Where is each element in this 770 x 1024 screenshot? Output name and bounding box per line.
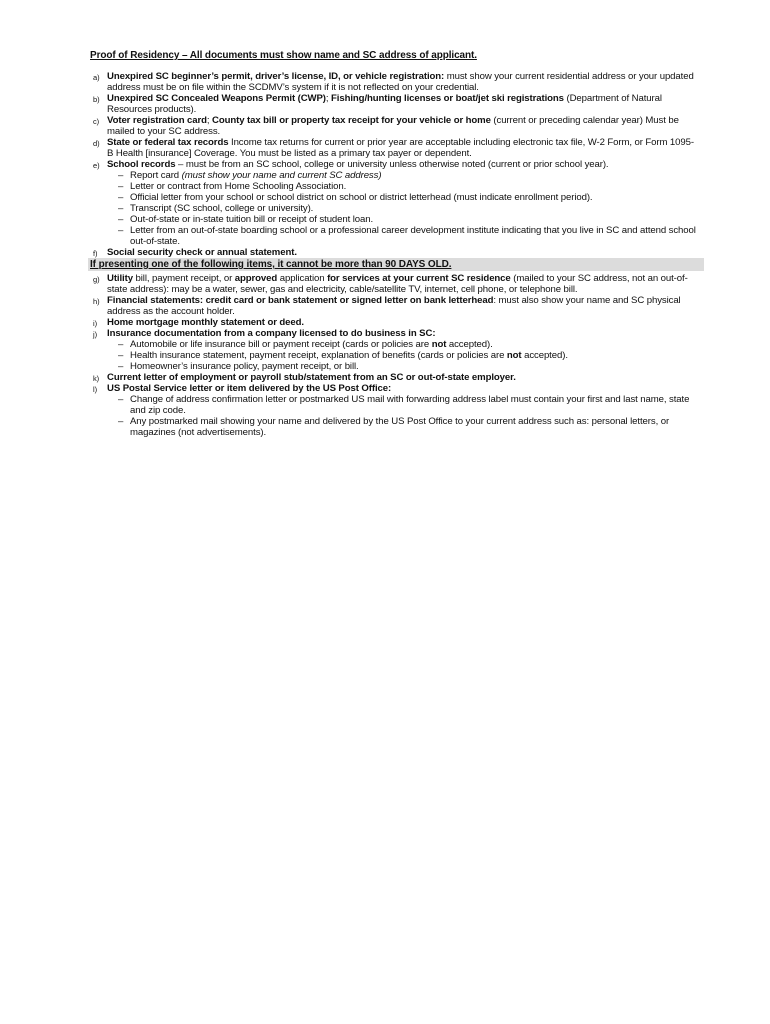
item-text: : must also show your name and SC physical address as the account holder.	[107, 295, 681, 317]
subitem-emphasis: not	[431, 339, 447, 350]
dash-bullet: –	[118, 361, 124, 372]
dash-bullet: –	[118, 350, 124, 361]
item-heading: Voter registration card	[107, 115, 207, 126]
dash-bullet: –	[118, 192, 124, 203]
item-label: k)	[93, 374, 100, 383]
subitem-text: Official letter from your school or school district on school or district letterhead (must indicate enrollment period).	[130, 192, 593, 203]
item-text: bill, payment receipt, or	[132, 273, 235, 284]
item-label: c)	[93, 117, 100, 126]
postal-subitem	[90, 416, 700, 438]
item-text: (mailed to your SC address, not an out-of-state address): may be a water, sewer, gas and electricity, cable/satellite TV, internet, cell phone, or telephone bill.	[107, 273, 688, 295]
item-text: must show your current residential address or your updated address must be on file within the SCDMV’s system if it is not reflected on your credential.	[107, 71, 694, 93]
dash-bullet: –	[118, 416, 124, 427]
item-emphasis: for services at your current SC residence	[327, 273, 511, 284]
item-text: Income tax returns for current or prior year are acceptable including electronic tax file, W-2 Form, or Form 1095-B Health [insurance] Coverage. You must be listed as a primary tax payer or dependent.	[107, 137, 694, 159]
subitem-text: Health insurance statement, payment receipt, explanation of benefits (cards or policies are	[130, 350, 507, 361]
list-item-g	[90, 273, 700, 295]
subitem-text: accepted).	[521, 350, 568, 361]
dash-bullet: –	[118, 225, 124, 236]
list-item-h	[90, 295, 700, 317]
item-label: j)	[93, 330, 97, 339]
dash-bullet: –	[118, 339, 124, 350]
subitem-text: Letter from an out-of-state boarding school or a professional career development institute indicating that you live in SC and attend school out-of-state.	[130, 225, 696, 247]
postal-subitem	[90, 394, 700, 416]
item-heading: Social security check or annual statement.	[107, 247, 297, 258]
subitem-text: Homeowner’s insurance policy, payment receipt, or bill.	[130, 361, 359, 372]
dash-bullet: –	[118, 181, 124, 192]
item-heading: School records	[107, 159, 176, 170]
item-label: l)	[93, 385, 97, 394]
item-heading: Unexpired SC beginner’s permit, driver’s license, ID, or vehicle registration:	[107, 71, 445, 82]
ninety-day-banner: If presenting one of the following items, it cannot be more than 90 DAYS OLD.	[88, 258, 704, 271]
page-title: Proof of Residency – All documents must show name and SC address of applicant.	[90, 50, 477, 61]
subitem-text: Change of address confirmation letter or postmarked US mail with forwarding address label must contain your first and last name, state and zip code.	[130, 394, 690, 416]
school-subitem	[90, 170, 700, 181]
school-subitem	[90, 225, 700, 247]
insurance-subitem	[90, 361, 700, 372]
subitem-text: Automobile or life insurance bill or payment receipt (cards or policies are	[130, 339, 432, 350]
list-item-d	[90, 137, 700, 159]
item-text: ;	[206, 115, 213, 126]
item-label: d)	[93, 139, 100, 148]
subitem-italic: (must show your name and current SC address)	[181, 170, 382, 181]
item-heading: Financial statements: credit card or bank statement or signed letter on bank letterhead	[107, 295, 494, 306]
list-item-f	[90, 247, 700, 258]
item-heading-2: County tax bill or property tax receipt for your vehicle or home	[212, 115, 491, 126]
school-subitem	[90, 203, 700, 214]
list-item-b	[90, 93, 700, 115]
item-text-2: (current or preceding calendar year) Must be mailed to your SC address.	[107, 115, 679, 137]
list-item-e	[90, 159, 700, 170]
school-subitem	[90, 181, 700, 192]
item-heading: Insurance documentation from a company licensed to do business in SC:	[107, 328, 436, 339]
list-item-a	[90, 71, 700, 93]
item-label: e)	[93, 161, 100, 170]
list-item-j	[90, 328, 700, 339]
list-item-c	[90, 115, 700, 137]
subitem-text: Letter or contract from Home Schooling Association.	[130, 181, 347, 192]
item-text: ;	[325, 93, 332, 104]
school-subitem	[90, 214, 700, 225]
list-item-k	[90, 372, 700, 383]
item-heading: State or federal tax records	[107, 137, 229, 148]
dash-bullet: –	[118, 170, 124, 181]
subitem-emphasis: not	[506, 350, 522, 361]
item-text-2: (Department of Natural Resources products).	[107, 93, 662, 115]
item-label: i)	[93, 319, 97, 328]
item-heading-2: Fishing/hunting licenses or boat/jet ski registrations	[331, 93, 564, 104]
item-heading: US Postal Service letter or item delivered by the US Post Office:	[107, 383, 392, 394]
dash-bullet: –	[118, 394, 124, 405]
insurance-subitem	[90, 339, 700, 350]
list-item-l	[90, 383, 700, 394]
subitem-text: accepted).	[446, 339, 493, 350]
item-heading: Utility	[107, 273, 133, 284]
item-text: – must be from an SC school, college or university unless otherwise noted (current or prior school year).	[175, 159, 609, 170]
item-label: h)	[93, 297, 100, 306]
item-label: f)	[93, 249, 98, 258]
item-label: b)	[93, 95, 100, 104]
item-heading: Current letter of employment or payroll stub/statement from an SC or out-of-state employer.	[107, 372, 516, 383]
item-text: application	[277, 273, 328, 284]
insurance-subitem	[90, 350, 700, 361]
subitem-text: Report card	[130, 170, 182, 181]
subitem-text: Any postmarked mail showing your name and delivered by the US Post Office to your current address such as: personal letters, or magazines (not advertisements).	[130, 416, 670, 438]
school-subitem	[90, 192, 700, 203]
subitem-text: Transcript (SC school, college or university).	[130, 203, 314, 214]
subitem-text: Out-of-state or in-state tuition bill or receipt of student loan.	[130, 214, 374, 225]
item-label: a)	[93, 73, 100, 82]
dash-bullet: –	[118, 203, 124, 214]
list-item-i	[90, 317, 700, 328]
document-page	[90, 50, 700, 438]
item-heading: Unexpired SC Concealed Weapons Permit (CWP)	[107, 93, 326, 104]
item-emphasis: approved	[234, 273, 278, 284]
dash-bullet: –	[118, 214, 124, 225]
item-label: g)	[93, 275, 100, 284]
item-heading: Home mortgage monthly statement or deed.	[107, 317, 304, 328]
